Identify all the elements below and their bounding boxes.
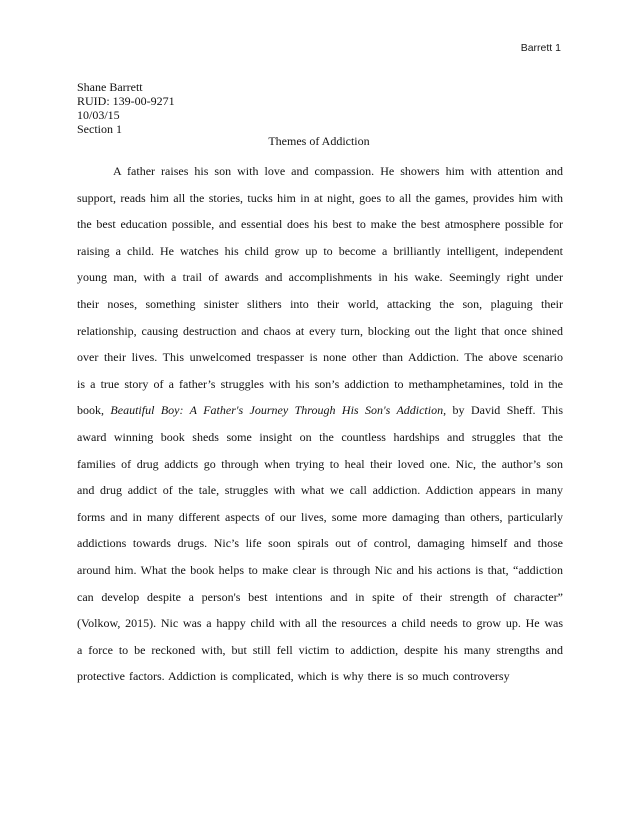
body-line: over their lives. This unwelcomed trespasser is none other than Addiction. The above scenario (77, 350, 563, 365)
book-line-prefix: book, (77, 403, 111, 418)
student-id: RUID: 139-00-9271 (77, 94, 175, 108)
body-line: and drug addict of the tale, struggles with what we call addiction. Addiction appears in many (77, 483, 563, 498)
body-line: young man, with a trail of awards and accomplishments in his wake. Seemingly right under (77, 270, 563, 285)
essay-title: Themes of Addiction (268, 134, 370, 148)
body-line: forms and in many different aspects of our lives, some more damaging than others, particularly (77, 509, 563, 524)
author-name: Shane Barrett (77, 80, 143, 94)
body-line: their noses, something sinister slithers into their world, attacking the son, plaguing their (77, 296, 563, 311)
body-line: addictions towards drugs. Nic’s life soon spirals out of control, damaging himself and those (77, 536, 563, 551)
section-number: Section 1 (77, 122, 122, 136)
body-line: a force to be reckoned with, but still fell victim to addiction, despite his many strengths and (77, 642, 563, 657)
running-head: Barrett 1 (520, 42, 561, 54)
book-line-suffix: , by David Sheff. This (443, 403, 564, 418)
body-line: support, reads him all the stories, tucks him in at night, goes to all the games, provides him with (77, 190, 563, 205)
body-line: A father raises his son with love and compassion. He showers him with attention and (113, 164, 563, 178)
body-line: families of drug addicts go through when trying to heal their loved one. Nic, the author’s son (77, 456, 563, 471)
essay-body (77, 158, 563, 690)
body-line: raising a child. He watches his child grow up to become a brilliantly intelligent, independent (77, 243, 563, 258)
body-line: relationship, causing destruction and chaos at every turn, blocking out the light that once shined (77, 323, 563, 338)
body-line: (Volkow, 2015). Nic was a happy child with all the resources a child needs to grow up. He was (77, 616, 563, 631)
body-line: the best education possible, and essential does his best to make the best atmosphere possible for (77, 217, 563, 232)
body-line: protective factors. Addiction is complicated, which is why there is so much controversy (77, 669, 510, 684)
book-title: Beautiful Boy: A Father's Journey Through His Son's Addiction (110, 403, 444, 418)
body-line: can develop despite a person's best intentions and in spite of their strength of character” (77, 589, 563, 604)
body-line: award winning book sheds some insight on the countless hardships and struggles that the (77, 429, 563, 444)
author-heading-block (77, 80, 175, 136)
body-line: is a true story of a father’s struggles with his son’s addiction to methamphetamines, told in the (77, 376, 563, 391)
date: 10/03/15 (77, 108, 120, 122)
body-line-book-citation (77, 397, 563, 424)
body-line: around him. What the book helps to make clear is through Nic and his actions is that, “addiction (77, 562, 563, 577)
